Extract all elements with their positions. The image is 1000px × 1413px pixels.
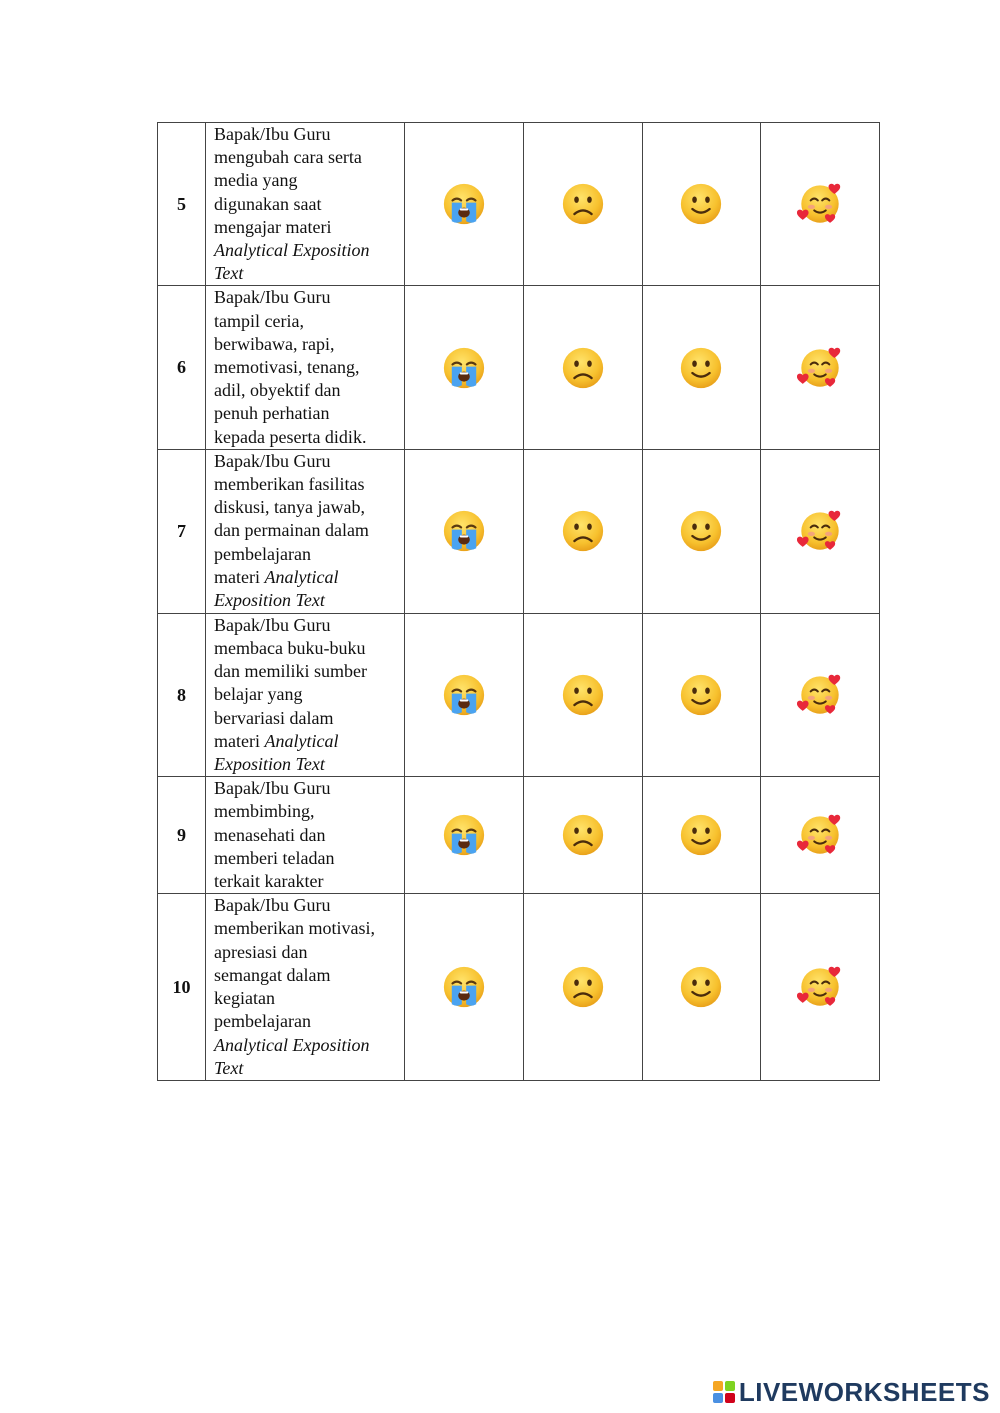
statement-line-mixed: materi Analytical [214,730,339,751]
statement-line: berwibawa, rapi, [214,333,335,354]
rating-cell[interactable] [405,613,524,776]
statement-cell [206,613,405,776]
rating-cell[interactable] [523,449,642,613]
rating-cell[interactable] [642,613,761,776]
rating-cell[interactable] [405,894,524,1081]
rating-cell[interactable] [523,777,642,894]
statement-line: membimbing, [214,801,315,822]
statement-line-italic: Text [214,1057,244,1078]
table-row [158,286,880,449]
rating-cell[interactable] [761,123,880,286]
statement-line: tampil ceria, [214,310,304,331]
liveworksheets-brand-text: LIVEWORKSHEETS [738,1376,990,1407]
rating-cell[interactable] [761,894,880,1081]
smiling-face-with-hearts-icon[interactable] [797,508,843,554]
rating-cell[interactable] [642,449,761,613]
frowning-face-icon[interactable] [560,181,606,227]
rating-cell[interactable] [642,894,761,1081]
table-row [158,449,880,613]
rating-cell[interactable] [761,286,880,449]
rating-cell[interactable] [761,613,880,776]
statement-line: kegiatan [214,988,275,1009]
statement-cell [206,286,405,449]
statement-line-mixed: materi Analytical [214,566,339,587]
rating-cell[interactable] [523,123,642,286]
statement-line: memberikan fasilitas [214,474,365,495]
frowning-face-icon[interactable] [560,964,606,1010]
rating-cell[interactable] [405,123,524,286]
statement-cell [206,894,405,1081]
smiling-face-with-hearts-icon[interactable] [797,181,843,227]
rating-cell[interactable] [761,449,880,613]
rating-cell[interactable] [523,286,642,449]
statement-line-italic: Analytical Exposition [214,1034,370,1055]
table-row [158,894,880,1081]
statement-line: pembelajaran [214,1011,311,1032]
table-row [158,123,880,286]
statement-cell [206,777,405,894]
statement-line: Bapak/Ibu Guru [214,614,331,635]
slightly-smiling-face-icon[interactable] [678,181,724,227]
statement-line: diskusi, tanya jawab, [214,497,365,518]
liveworksheets-mark-icon [713,1381,735,1403]
rating-cell[interactable] [642,777,761,894]
frowning-face-icon[interactable] [560,345,606,391]
statement-line: Bapak/Ibu Guru [214,778,331,799]
loudly-crying-face-icon[interactable] [441,181,487,227]
loudly-crying-face-icon[interactable] [441,812,487,858]
statement-line: penuh perhatian [214,403,330,424]
smiling-face-with-hearts-icon[interactable] [797,812,843,858]
loudly-crying-face-icon[interactable] [441,672,487,718]
rating-cell[interactable] [642,123,761,286]
row-number: 7 [158,449,206,613]
statement-line: belajar yang [214,684,303,705]
smiling-face-with-hearts-icon[interactable] [797,345,843,391]
statement-line: semangat dalam [214,964,331,985]
rating-cell[interactable] [642,286,761,449]
frowning-face-icon[interactable] [560,508,606,554]
loudly-crying-face-icon[interactable] [441,508,487,554]
statement-line: dan permainan dalam [214,520,369,541]
frowning-face-icon[interactable] [560,812,606,858]
statement-line: media yang [214,170,298,191]
statement-line: Bapak/Ibu Guru [214,287,331,308]
statement-line: Bapak/Ibu Guru [214,895,331,916]
statement-line: bervariasi dalam [214,707,334,728]
smiling-face-with-hearts-icon[interactable] [797,672,843,718]
statement-line-italic: Text [214,263,244,284]
statement-line-italic: Analytical Exposition [214,240,370,261]
statement-cell [206,123,405,286]
loudly-crying-face-icon[interactable] [441,964,487,1010]
statement-line: memotivasi, tenang, [214,357,360,378]
slightly-smiling-face-icon[interactable] [678,812,724,858]
statement-line: memberi teladan [214,847,335,868]
rating-cell[interactable] [523,894,642,1081]
statement-line-italic: Exposition Text [214,754,325,775]
statement-line: digunakan saat [214,193,322,214]
row-number: 8 [158,613,206,776]
table-row [158,777,880,894]
statement-line: terkait karakter [214,871,324,892]
statement-line: membaca buku-buku [214,638,366,659]
statement-line: menasehati dan [214,824,326,845]
slightly-smiling-face-icon[interactable] [678,508,724,554]
statement-line: memberikan motivasi, [214,918,375,939]
row-number: 9 [158,777,206,894]
statement-line: adil, obyektif dan [214,380,341,401]
statement-line: pembelajaran [214,543,311,564]
statement-line: Bapak/Ibu Guru [214,450,331,471]
slightly-smiling-face-icon[interactable] [678,672,724,718]
slightly-smiling-face-icon[interactable] [678,345,724,391]
rating-cell[interactable] [405,286,524,449]
liveworksheets-logo[interactable] [713,1376,990,1407]
statement-line: apresiasi dan [214,941,308,962]
row-number: 5 [158,123,206,286]
rating-cell[interactable] [523,613,642,776]
statement-line: mengubah cara serta [214,147,362,168]
row-number: 6 [158,286,206,449]
smiling-face-with-hearts-icon[interactable] [797,964,843,1010]
statement-line: kepada peserta didik. [214,426,367,447]
statement-line: dan memiliki sumber [214,661,367,682]
frowning-face-icon[interactable] [560,672,606,718]
row-number: 10 [158,894,206,1081]
rating-cell[interactable] [405,449,524,613]
table-row [158,613,880,776]
statement-line: mengajar materi [214,216,332,237]
rating-cell[interactable] [405,777,524,894]
statement-cell [206,449,405,613]
slightly-smiling-face-icon[interactable] [678,964,724,1010]
loudly-crying-face-icon[interactable] [441,345,487,391]
statement-line: Bapak/Ibu Guru [214,124,331,144]
statement-line-italic: Exposition Text [214,590,325,611]
teacher-evaluation-table [157,122,880,1081]
rating-cell[interactable] [761,777,880,894]
